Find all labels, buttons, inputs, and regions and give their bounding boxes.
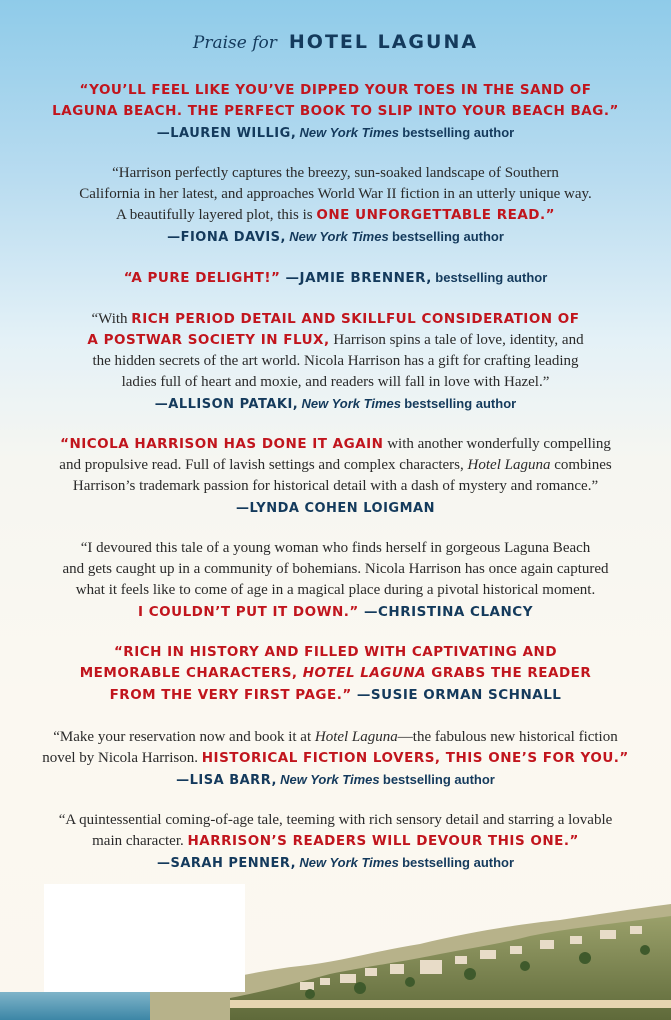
publication-name: New York Times	[299, 125, 399, 140]
blurb-emphasis: “NICOLA HARRISON HAS DONE IT AGAIN	[60, 436, 384, 452]
blurb-text: combines	[550, 457, 612, 473]
blurb-line: ladies full of heart and moxie, and readers will fall in love with Hazel.”	[121, 374, 550, 390]
blurb-line	[20, 267, 651, 289]
blurb-emphasis: ONE UNFORGETTABLE READ.”	[316, 207, 555, 223]
publication-name: New York Times	[301, 396, 401, 411]
praise-header	[0, 31, 671, 53]
blurb-jamie-brenner	[20, 267, 651, 289]
author-name: —LAUREN WILLIG,	[156, 126, 297, 141]
blurb-line	[20, 601, 651, 623]
author-descriptor: bestselling author	[391, 229, 504, 244]
author-descriptor: bestselling author	[402, 855, 515, 870]
blurb-text: Harrison spins a tale of love, identity, and	[329, 332, 584, 348]
blurb-emphasis: FROM THE VERY FIRST PAGE.”	[109, 687, 352, 703]
blurb-emphasis: RICH PERIOD DETAIL AND SKILLFUL CONSIDERATION OF	[131, 311, 580, 327]
blurb-attribution	[20, 226, 651, 248]
blurb-text: “With	[91, 311, 132, 327]
blurb-line	[20, 205, 651, 226]
blurb-text: “Make your reservation now and book it at	[53, 729, 315, 745]
blurb-text: novel by Nicola Harrison.	[42, 750, 202, 766]
blurb-line	[20, 330, 651, 351]
blurb-text: with another wonderfully compelling	[383, 436, 611, 452]
blurb-allison-pataki	[20, 309, 651, 415]
blurb-line: Harrison’s trademark passion for historical detail with a dash of mystery and romance.”	[72, 478, 599, 494]
blurb-attribution	[20, 393, 651, 415]
author-name: —CHRISTINA CLANCY	[358, 604, 533, 620]
author-name: —LISA BARR,	[176, 773, 277, 788]
blurb-emphasis: I COULDN’T PUT IT DOWN.”	[138, 604, 359, 620]
barcode-area	[44, 884, 245, 992]
blurb-line: what it feels like to come of age in a magical place during a pivotal historical moment.	[75, 582, 596, 598]
author-name: —LYNDA COHEN LOIGMAN	[236, 501, 435, 516]
blurb-attribution	[20, 769, 651, 791]
author-descriptor: bestselling author	[382, 772, 495, 787]
blurb-text: and propulsive read. Full of lavish settings and complex characters,	[59, 457, 468, 473]
blurb-line	[20, 831, 651, 852]
blurb-line: “YOU’LL FEEL LIKE YOU’VE DIPPED YOUR TOES IN THE SAND OF	[79, 82, 592, 98]
blurb-emphasis: “A PURE DELIGHT!”	[123, 270, 281, 286]
blurb-text: A beautifully layered plot, this is	[116, 207, 317, 223]
blurb-text: GRABS THE READER	[426, 665, 592, 681]
blurb-line	[20, 455, 651, 476]
blurb-attribution	[20, 497, 651, 519]
author-name: —ALLISON PATAKI,	[154, 397, 299, 412]
blurb-christina-clancy	[20, 538, 651, 623]
author-name: —SARAH PENNER,	[156, 856, 297, 871]
blurb-emphasis: HISTORICAL FICTION LOVERS, THIS ONE’S FOR YOU.”	[201, 750, 629, 766]
blurb-lisa-barr	[20, 727, 651, 791]
publication-name: New York Times	[289, 229, 389, 244]
publication-name: New York Times	[299, 855, 399, 870]
blurb-line	[20, 434, 651, 455]
blurb-emphasis: A POSTWAR SOCIETY IN FLUX,	[87, 332, 330, 348]
blurb-line: the hidden secrets of the art world. Nicola Harrison has a gift for crafting leading	[92, 353, 579, 369]
blurb-emphasis: HARRISON’S READERS WILL DEVOUR THIS ONE.”	[187, 833, 579, 849]
blurb-line: “A quintessential coming-of-age tale, teeming with rich sensory detail and starring a lovable	[58, 812, 613, 828]
author-name: —FIONA DAVIS,	[167, 230, 286, 245]
book-title: HOTEL LAGUNA	[288, 31, 479, 53]
blurb-line: “I devoured this tale of a young woman who finds herself in gorgeous Laguna Beach	[80, 540, 591, 556]
blurb-text: main character.	[92, 833, 188, 849]
publication-name: New York Times	[280, 772, 380, 787]
blurb-line: LAGUNA BEACH. THE PERFECT BOOK TO SLIP INTO YOUR BEACH BAG.”	[52, 103, 619, 119]
author-descriptor: bestselling author	[435, 270, 548, 285]
beach	[230, 1000, 671, 1008]
blurb-line	[20, 663, 651, 684]
book-title-inline: Hotel Laguna	[314, 729, 398, 745]
book-title-inline: HOTEL LAGUNA	[302, 665, 427, 681]
praise-for-script: Praise for	[192, 33, 277, 53]
blurb-sarah-penner	[20, 810, 651, 874]
blurb-fiona-davis	[20, 163, 651, 248]
blurb-line	[20, 684, 651, 706]
author-name: —SUSIE ORMAN SCHNALL	[351, 687, 562, 703]
blurb-line: “Harrison perfectly captures the breezy, sun-soaked landscape of Southern	[112, 165, 559, 181]
blurb-text: —the fabulous new historical fiction	[397, 729, 618, 745]
blurb-line	[20, 309, 651, 330]
blurb-line: “RICH IN HISTORY AND FILLED WITH CAPTIVATING AND	[113, 644, 558, 660]
blurb-susie-orman-schnall	[20, 642, 651, 706]
blurb-line	[20, 727, 651, 748]
author-name: —JAMIE BRENNER,	[280, 270, 432, 286]
blurb-line	[20, 748, 651, 769]
blurb-attribution	[20, 122, 651, 144]
author-descriptor: bestselling author	[404, 396, 517, 411]
blurb-line: and gets caught up in a community of bohemians. Nicola Harrison has once again captured	[62, 561, 609, 577]
book-title-inline: Hotel Laguna	[467, 457, 551, 473]
blurb-text: MEMORABLE CHARACTERS,	[79, 665, 303, 681]
blurb-lynda-cohen-loigman	[20, 434, 651, 519]
blurb-lauren-willig	[20, 80, 651, 144]
blurb-line: California in her latest, and approaches World War II fiction in an utterly unique way.	[79, 186, 592, 202]
author-descriptor: bestselling author	[402, 125, 515, 140]
